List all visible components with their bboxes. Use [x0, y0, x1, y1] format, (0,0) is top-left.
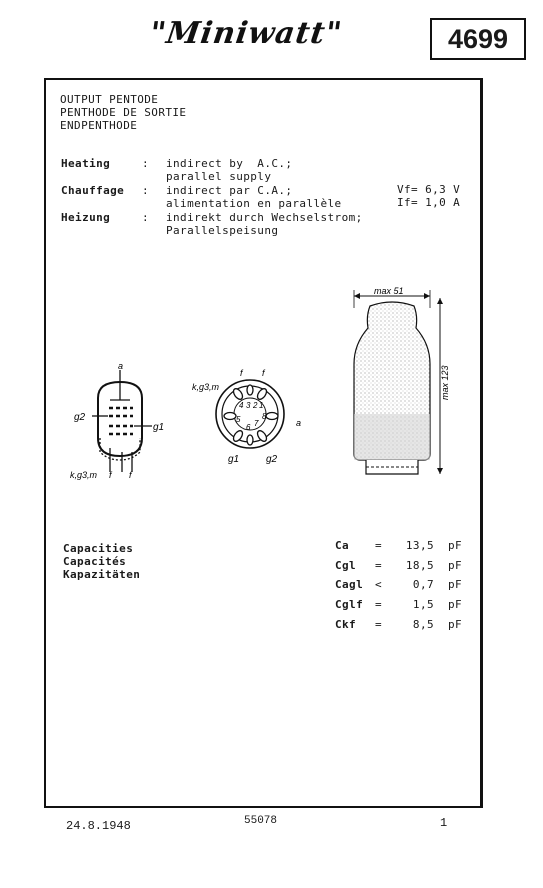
- pin-number-5: 5: [236, 415, 241, 424]
- cap-op-cglf: =: [375, 598, 383, 611]
- cap-name-ca: Ca: [335, 539, 350, 552]
- heating-text-fr-1: indirect par C.A.;: [166, 184, 293, 197]
- heating-colon-de: :: [142, 211, 150, 224]
- heating-colon-fr: :: [142, 184, 150, 197]
- capacities-label-en: Capacities: [63, 542, 134, 555]
- pin-number-3: 3: [246, 401, 251, 410]
- base-label-kg3m: k,g3,m: [192, 382, 220, 392]
- heating-text-fr-2: alimentation en parallèle: [166, 197, 342, 210]
- title-en: OUTPUT PENTODE: [60, 93, 159, 106]
- symbol-label-k: k,g3,m: [70, 470, 98, 480]
- base-label-f2: f: [262, 368, 265, 378]
- heating-text-en-1: indirect by A.C.;: [166, 157, 293, 170]
- heating-label-de: Heizung: [61, 211, 111, 224]
- pin-number-7: 7: [254, 419, 259, 428]
- cap-name-cagl: Cagl: [335, 578, 364, 591]
- tube-symbol-diagram: [62, 360, 182, 485]
- cap-value-cglf: 1,5: [412, 598, 434, 611]
- outline-width-label: max 51: [374, 286, 404, 296]
- title-de: ENDPENTHODE: [60, 119, 138, 132]
- capacities-label-de: Kapazitäten: [63, 568, 141, 581]
- base-label-g2: g2: [266, 454, 278, 465]
- tube-outline-diagram: [340, 284, 460, 484]
- cap-unit-cglf: pF: [448, 598, 463, 611]
- heater-voltage: Vf= 6,3 V: [397, 183, 461, 196]
- cap-unit-ca: pF: [448, 539, 463, 552]
- footer-page-number: 1: [440, 816, 448, 830]
- cap-op-cagl: <: [375, 578, 383, 591]
- type-number-box: 4699: [430, 18, 526, 60]
- pin-number-1: 1: [259, 401, 264, 410]
- cap-op-ca: =: [375, 539, 383, 552]
- pin-number-6: 6: [246, 423, 251, 432]
- cap-name-cglf: Cglf: [335, 598, 364, 611]
- symbol-label-g2: g2: [74, 412, 86, 423]
- base-label-a: a: [296, 418, 302, 428]
- base-pinout-diagram: [192, 366, 312, 466]
- pin-number-4: 4: [239, 401, 244, 410]
- footer-reference: 55078: [244, 815, 278, 827]
- cap-name-cgl: Cgl: [335, 559, 357, 572]
- cap-value-cagl: 0,7: [412, 578, 434, 591]
- cap-value-ca: 13,5: [405, 539, 434, 552]
- title-fr: PENTHODE DE SORTIE: [60, 106, 187, 119]
- symbol-label-f1: f: [109, 470, 112, 480]
- pin-number-8: 8: [262, 412, 267, 421]
- cap-name-ckf: Ckf: [335, 618, 357, 631]
- pin-number-2: 2: [253, 401, 258, 410]
- cap-unit-cgl: pF: [448, 559, 463, 572]
- base-label-g1: g1: [228, 454, 240, 465]
- symbol-label-a: a: [118, 361, 124, 371]
- cap-unit-cagl: pF: [448, 578, 463, 591]
- outline-height-label: max 123: [440, 365, 450, 400]
- heating-text-de-1: indirekt durch Wechselstrom;: [166, 211, 363, 224]
- symbol-label-g1: g1: [153, 422, 165, 433]
- cap-op-ckf: =: [375, 618, 383, 631]
- cap-value-cgl: 18,5: [405, 559, 434, 572]
- heating-label-fr: Chauffage: [61, 184, 125, 197]
- base-label-f1: f: [240, 368, 243, 378]
- heating-text-de-2: Parallelspeisung: [166, 224, 279, 237]
- cap-value-ckf: 8,5: [412, 618, 434, 631]
- heating-colon-en: :: [142, 157, 150, 170]
- heating-label-en: Heating: [61, 157, 111, 170]
- footer-date: 24.8.1948: [66, 819, 131, 833]
- heating-text-en-2: parallel supply: [166, 170, 272, 183]
- cap-op-cgl: =: [375, 559, 383, 572]
- heater-current: If= 1,0 A: [397, 196, 461, 209]
- symbol-label-f2: f: [129, 470, 132, 480]
- capacities-label-fr: Capacités: [63, 555, 127, 568]
- brand-logo: "Miniwatt": [147, 16, 345, 51]
- cap-unit-ckf: pF: [448, 618, 463, 631]
